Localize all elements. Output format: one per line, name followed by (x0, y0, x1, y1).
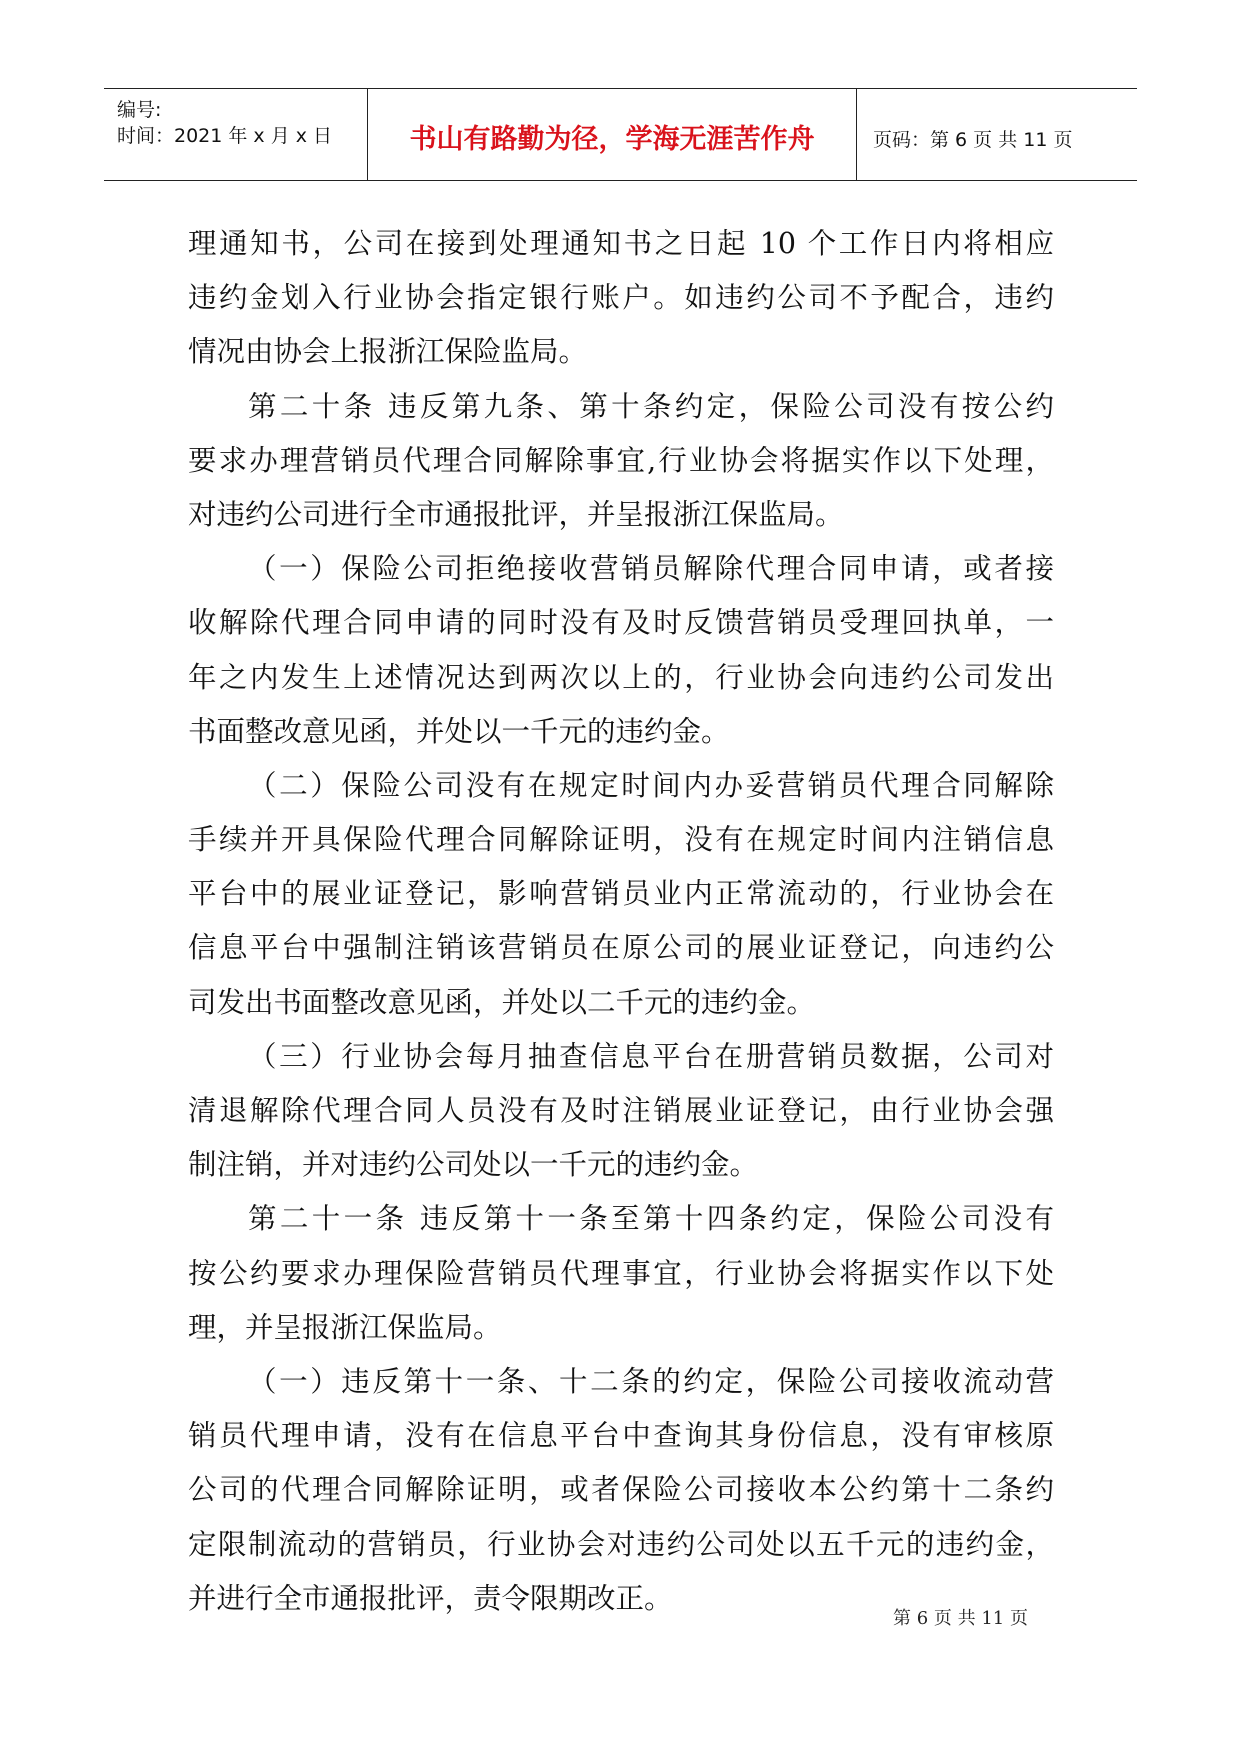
header-info-cell (104, 89, 368, 180)
body-line: 司发出书面整改意见函，并处以二千元的违约金。 (188, 985, 816, 1019)
header-page-number: 页码：第 6 页 共 11 页 (873, 129, 1073, 151)
body-line: 手续并开具保险代理合同解除证明，没有在规定时间内注销信息 (188, 823, 1054, 857)
body-line: 按公约要求办理保险营销员代理事宜，行业协会将据实作以下处 (188, 1256, 1054, 1290)
body-line: 公司的代理合同解除证明，或者保险公司接收本公约第十二条约 (188, 1473, 1054, 1507)
header-motto: 书山有路勤为径，学海无涯苦作舟 (409, 124, 815, 155)
document-header (104, 88, 1137, 181)
header-page-cell (857, 89, 1137, 180)
clause-3-line: （三）行业协会每月抽查信息平台在册营销员数据，公司对 (248, 1039, 1054, 1073)
body-line: 书面整改意见函，并处以一千元的违约金。 (188, 714, 730, 748)
article-21-heading-line: 第二十一条 违反第十一条至第十四条约定，保险公司没有 (248, 1202, 1054, 1236)
document-number-label: 编号: (117, 99, 162, 121)
clause-2-line: （二）保险公司没有在规定时间内办妥营销员代理合同解除 (248, 768, 1054, 802)
body-line: 情况由协会上报浙江保险监局。 (188, 335, 588, 369)
body-line: 销员代理申请，没有在信息平台中查询其身份信息，没有审核原 (188, 1419, 1054, 1453)
clause-1-line: （一）违反第十一条、十二条的约定，保险公司接收流动营 (248, 1364, 1054, 1398)
body-line: 违约金划入行业协会指定银行账户。如违约公司不予配合，违约 (188, 281, 1054, 315)
clause-1-line: （一）保险公司拒绝接收营销员解除代理合同申请，或者接 (248, 552, 1054, 586)
body-line: 对违约公司进行全市通报批评，并呈报浙江保监局。 (188, 497, 844, 531)
body-line: 收解除代理合同申请的同时没有及时反馈营销员受理回执单，一 (188, 606, 1054, 640)
body-line: 制注销，并对违约公司处以一千元的违约金。 (188, 1148, 759, 1182)
body-line: 要求办理营销员代理合同解除事宜,行业协会将据实作以下处理， (188, 443, 1054, 477)
body-line: 理，并呈报浙江保监局。 (188, 1310, 502, 1344)
article-20-heading-line: 第二十条 违反第九条、第十条约定，保险公司没有按公约 (248, 389, 1054, 423)
body-line: 并进行全市通报批评，责令限期改正。 (188, 1581, 673, 1615)
header-motto-cell (368, 89, 857, 180)
page-footer: 第 6 页 共 11 页 (893, 1608, 1028, 1629)
body-line: 信息平台中强制注销该营销员在原公司的展业证登记，向违约公 (188, 931, 1054, 965)
body-line: 定限制流动的营销员，行业协会对违约公司处以五千元的违约金， (188, 1527, 1054, 1561)
document-time-label: 时间：2021 年 x 月 x 日 (117, 125, 333, 147)
body-line: 年之内发生上述情况达到两次以上的，行业协会向违约公司发出 (188, 660, 1054, 694)
body-line: 理通知书，公司在接到处理通知书之日起 10 个工作日内将相应 (188, 227, 1054, 260)
body-line: 平台中的展业证登记，影响营销员业内正常流动的，行业协会在 (188, 877, 1054, 911)
body-line: 清退解除代理合同人员没有及时注销展业证登记，由行业协会强 (188, 1094, 1054, 1127)
document-body (188, 217, 1054, 1626)
